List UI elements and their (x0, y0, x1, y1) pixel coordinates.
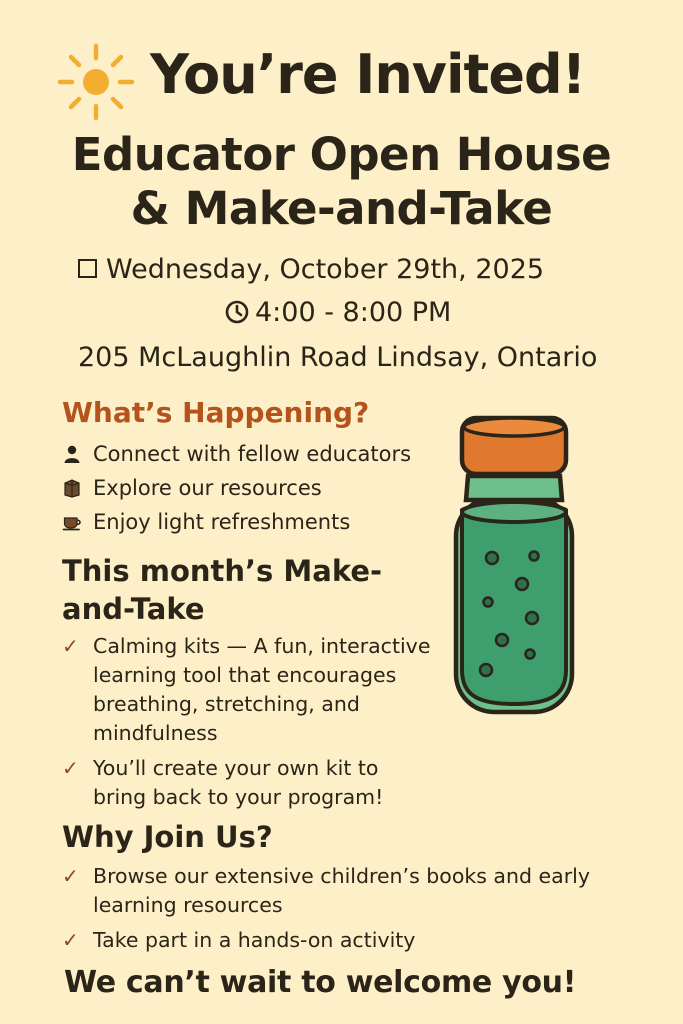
event-title (20, 128, 663, 236)
list-item-text: Calming kits — A fun, interactive learning tool that encourages breathing, stretching, and mindfulness (93, 634, 431, 745)
happening-list (62, 437, 442, 539)
event-time (225, 295, 665, 331)
list-item (62, 437, 442, 471)
why-join-list (62, 862, 662, 955)
list-item (62, 754, 432, 812)
person-icon (62, 444, 82, 464)
list-item (62, 471, 442, 505)
list-item-label: Explore our resources (93, 476, 322, 500)
make-and-take-heading: This month’s Make-and-Take (62, 554, 383, 626)
list-item (62, 926, 662, 955)
list-item-label: Connect with fellow educators (93, 442, 412, 466)
list-item-text: Take part in a hands-on activity (93, 928, 416, 952)
cup-icon (62, 512, 82, 532)
calendar-icon (78, 259, 97, 278)
closing-message: We can’t wait to welcome you! (64, 965, 577, 1000)
list-item-text: Browse our extensive children’s books and early learning resources (93, 864, 590, 917)
book-icon (62, 478, 82, 498)
event-address: 205 McLaughlin Road Lindsay, Ontario (78, 342, 598, 373)
list-item (62, 862, 662, 920)
checkmark-icon: ✓ (62, 864, 79, 888)
calming-jar-illustration (448, 412, 580, 716)
event-title-line-2: & Make-and-Take (130, 182, 553, 235)
list-item-label: Enjoy light refreshments (93, 510, 351, 534)
happening-heading: What’s Happening? (62, 396, 370, 429)
make-and-take-list (62, 632, 432, 812)
event-time-text: 4:00 - 8:00 PM (255, 297, 452, 328)
event-date (78, 252, 668, 288)
sun-icon (54, 40, 138, 124)
list-item-text: You’ll create your own kit to bring back to your program! (93, 756, 384, 809)
why-join-heading: Why Join Us? (62, 820, 273, 854)
clock-icon (225, 300, 249, 324)
event-date-text: Wednesday, October 29th, 2025 (106, 254, 545, 285)
page-title: You’re Invited! (150, 43, 586, 106)
checkmark-icon: ✓ (62, 928, 79, 952)
checkmark-icon: ✓ (62, 634, 79, 658)
list-item (62, 632, 432, 748)
list-item (62, 505, 442, 539)
event-title-line-1: Educator Open House (71, 128, 612, 181)
checkmark-icon: ✓ (62, 756, 79, 780)
